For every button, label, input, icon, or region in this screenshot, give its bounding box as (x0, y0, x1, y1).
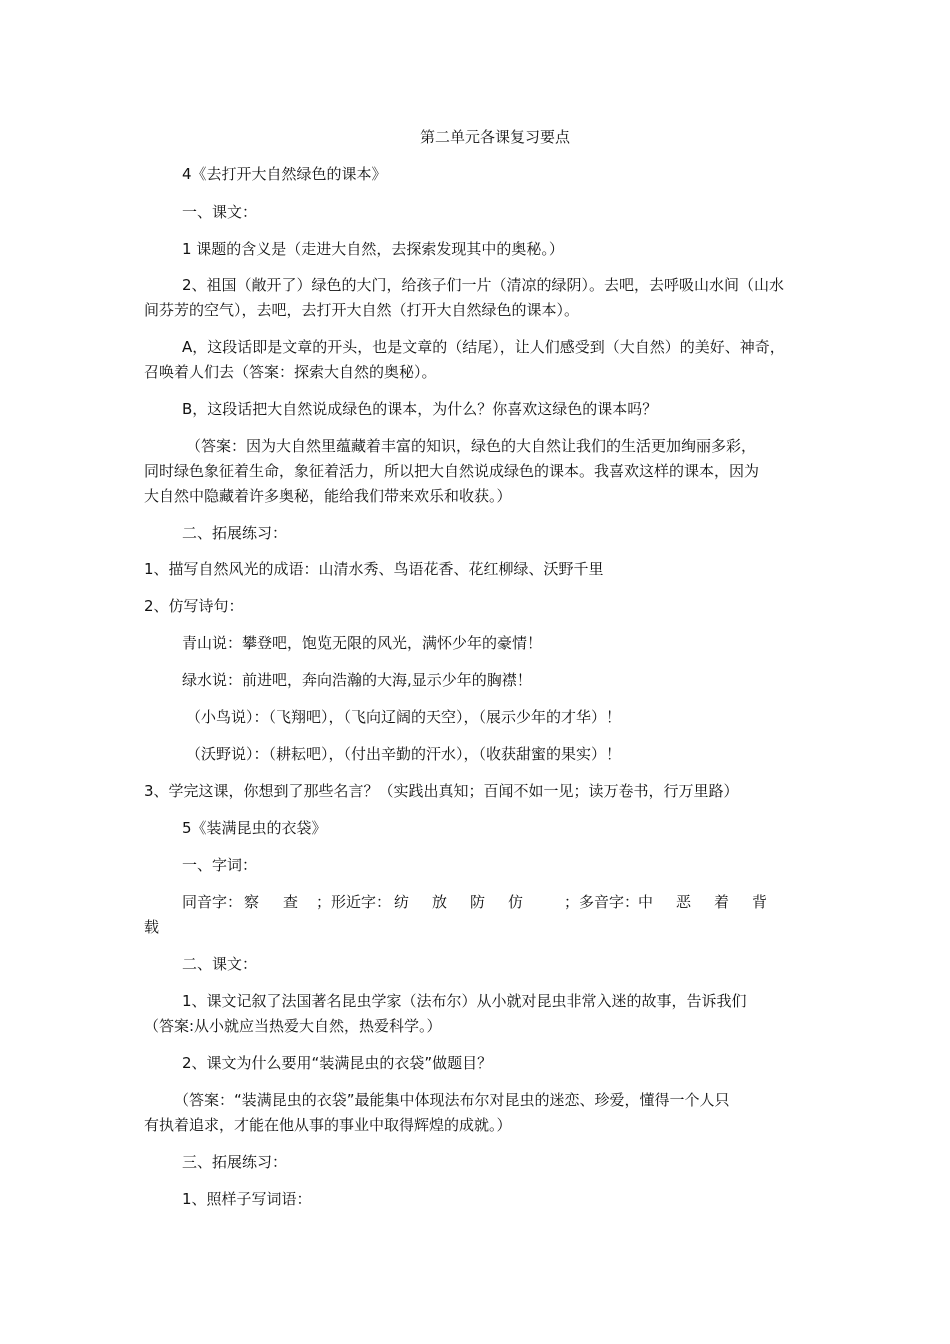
lesson5-answer-line2: 有执着追求，才能在他从事的事业中取得辉煌的成就。） (144, 1116, 512, 1134)
character-groups-line (182, 889, 850, 915)
lesson4-heading: 4《去打开大自然绿色的课本》 (182, 165, 387, 183)
lesson5-part1-heading: 一、字词： (182, 856, 258, 874)
poem-line-2: 绿水说：前进吧，奔向浩瀚的大海,显示少年的胸襟！ (182, 671, 532, 689)
similar-label: ；形近字： (316, 893, 392, 911)
lesson4-answer-line3: 大自然中隐藏着许多奥秘，能给我们带来欢乐和收获。） (144, 487, 512, 505)
lesson5-exercise-1: 1、照样子写词语： (182, 1190, 312, 1208)
homophone-char: 查 (283, 893, 299, 911)
lesson4-answer-line2: 同时绿色象征着生命，象征着活力，所以把大自然说成绿色的课本。我喜欢这样的课本，因为 (144, 462, 760, 480)
polyphone-char: 恶 (676, 893, 692, 911)
lesson4-exercise-1: 1、描写自然风光的成语：山清水秀、鸟语花香、花红柳绿、沃野千里 (144, 560, 604, 578)
lesson4-part2-heading: 二、拓展练习： (182, 524, 288, 542)
lesson4-question-2-line1: 2、祖国（敞开了）绿色的大门，给孩子们一片（清凉的绿阴）。去吧，去呼吸山水间（山水 (182, 276, 785, 294)
polyphone-char: 中 (638, 893, 654, 911)
poem-line-4: （沃野说）：（耕耘吧），（付出辛勤的汗水），（收获甜蜜的果实）！ (186, 745, 622, 763)
polyphone-char-wrapped: 载 (144, 918, 160, 936)
poem-line-3: （小鸟说）：（飞翔吧），（飞向辽阔的天空），（展示少年的才华）！ (186, 708, 622, 726)
lesson4-question-a-line2: 召唤着人们去（答案：探索大自然的奥秘）。 (144, 363, 437, 381)
lesson5-question-1-line2: （答案:从小就应当热爱大自然，热爱科学。） (144, 1017, 442, 1035)
similar-char: 防 (470, 893, 486, 911)
lesson5-heading: 5《装满昆虫的衣袋》 (182, 819, 327, 837)
lesson5-part3-heading: 三、拓展练习： (182, 1153, 288, 1171)
lesson5-part2-heading: 二、课文： (182, 955, 258, 973)
poem-line-1: 青山说：攀登吧，饱览无限的风光，满怀少年的豪情！ (182, 634, 543, 652)
page-title: 第二单元各课复习要点 (419, 128, 570, 146)
polyphone-label: ；多音字： (564, 893, 640, 911)
lesson4-question-b: B，这段话把大自然说成绿色的课本，为什么？你喜欢这绿色的课本吗？ (182, 400, 658, 418)
homophone-label: 同音字： (182, 893, 243, 911)
lesson4-question-2-line2: 间芬芳的空气），去吧，去打开大自然（打开大自然绿色的课本）。 (144, 301, 580, 319)
similar-char: 仿 (508, 893, 524, 911)
lesson5-answer-line1: （答案：“装满昆虫的衣袋”最能集中体现法布尔对昆虫的迷恋、珍爱，懂得一个人只 (174, 1091, 730, 1109)
lesson4-question-a-line1: A，这段话即是文章的开头，也是文章的（结尾），让人们感受到（大自然）的美好、神奇， (182, 338, 785, 356)
polyphone-char: 背 (752, 893, 768, 911)
lesson5-question-1-line1: 1、课文记叙了法国著名昆虫学家（法布尔）从小就对昆虫非常入迷的故事，告诉我们 (182, 992, 747, 1010)
lesson4-question-1: 1 课题的含义是（走进大自然，去探索发现其中的奥秘。） (182, 240, 564, 258)
lesson5-question-2: 2、课文为什么要用“装满昆虫的衣袋”做题目？ (182, 1054, 493, 1072)
lesson4-part1-heading: 一、课文： (182, 203, 258, 221)
lesson4-exercise-2: 2、仿写诗句： (144, 597, 244, 615)
homophone-char: 察 (244, 893, 260, 911)
lesson4-answer-line1: （答案：因为大自然里蕴藏着丰富的知识，绿色的大自然让我们的生活更加绚丽多彩， (186, 437, 757, 455)
lesson4-exercise-3: 3、学完这课，你想到了那些名言？（实践出真知；百闻不如一见；读万卷书，行万里路） (144, 782, 739, 800)
similar-char: 放 (432, 893, 448, 911)
polyphone-char: 着 (714, 893, 730, 911)
similar-char: 纺 (394, 893, 410, 911)
